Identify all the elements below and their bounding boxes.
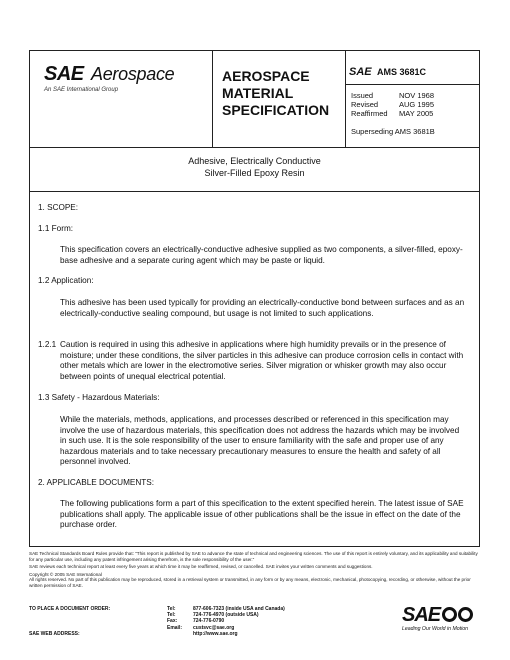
web-address-link[interactable]: http://www.sae.org (193, 630, 238, 637)
sae100-tagline: Leading Our World in Motion (402, 626, 469, 632)
spec-type-title: AEROSPACE MATERIAL SPECIFICATION (222, 68, 330, 118)
order-label: TO PLACE A DOCUMENT ORDER: (29, 606, 111, 612)
document-number: AMS 3681C (377, 67, 427, 77)
section-1-2-1-number: 1.2.1 (38, 340, 57, 349)
title-line-2: Silver-Filled Epoxy Resin (204, 168, 305, 178)
copyright-notice: Copyright © 2005 SAE International (29, 571, 102, 577)
legal-footer (29, 551, 480, 591)
logo-tagline: An SAE International Group (44, 87, 119, 93)
rights-notice: All rights reserved. No part of this publication may be reproduced, stored in a retrieval system or transmitted, in any form or by any means, electronic, mechanical, photocopying, recording, or otherwise, without the prior written permission of SAE. (29, 577, 471, 588)
sae-aerospace-logo (44, 63, 204, 99)
title-line-1: Adhesive, Electrically Conductive (188, 156, 321, 166)
section-1-2-1-text: Caution is required in using this adhesive in applications where high humidity prevails or in the presence of moisture; under these conditions, the silver particles in this adhesive can produce corrosion cells in contact with other metals which are lower in the electromotive series. Silver migration or whisker growth may also occur between points of unequal electrical potential. (60, 340, 464, 381)
fax-value: 724-776-0790 (193, 618, 225, 625)
revised-label: Revised (351, 100, 379, 109)
header-box-divider (345, 84, 480, 85)
section-1-2-heading: 1.2 Application: (38, 276, 94, 285)
web-address-label: SAE WEB ADDRESS: (29, 630, 80, 637)
technical-standards-rules: SAE Technical Standards Board Rules provide that: "This report is published by SAE to advance the state of technical and engineering sciences. The use of this report is entirely voluntary, and its applicability and suitability for any particular use, including any patent infringement arising therefrom, is the sole responsibility of the user." (29, 551, 478, 562)
section-1-heading: 1. SCOPE: (38, 203, 79, 212)
sae-100-logo (402, 604, 482, 644)
issue-dates (351, 91, 434, 118)
section-1-1-text: This specification covers an electrically-conductive adhesive supplied as two components, a silver-filled, epoxy-base adhesive and a separate curing agent which may be paste or liquid. (60, 245, 463, 265)
fax-label: Fax: (167, 618, 178, 625)
section-2-heading: 2. APPLICABLE DOCUMENTS: (38, 478, 155, 487)
issued-date: NOV 1968 (399, 91, 435, 100)
logo-sae-text: SAE (44, 63, 84, 85)
reaffirmed-date: MAY 2005 (399, 109, 434, 118)
tel-outside-value: 724-776-4970 (outside USA) (193, 612, 259, 619)
title-bottom-rule (30, 191, 479, 192)
tel-label: Tel: (167, 606, 176, 612)
tel-inside-value: 877-606-7323 (inside USA and Canada) (193, 606, 285, 612)
header-divider-right (345, 51, 346, 147)
header-divider-left (212, 51, 213, 147)
email-link[interactable]: custsvc@sae.org (193, 624, 235, 631)
sae100-ring-icon (442, 607, 457, 622)
section-1-3-heading: 1.3 Safety - Hazardous Materials: (38, 393, 160, 402)
sae100-ring-icon (458, 607, 473, 622)
section-2-text: The following publications form a part of this specification to the extent specified herein. The latest issue of SAE publications shall apply. The applicable issue of other publications shall be the issue in effect on the date of the purchase order. (60, 499, 464, 529)
review-notice: SAE reviews each technical report at least every five years at which time it may be reaffirmed, revised, or cancelled. SAE invites your written comments and suggestions. (29, 564, 373, 570)
section-1-2-text: This adhesive has been used typically for providing an electrically-conductive bond between surfaces and as an electrically-conductive sealing compound, but usage is not limited to such applications. (60, 298, 465, 318)
superseding-note: Superseding AMS 3681B (351, 127, 435, 136)
header-bottom-rule (30, 147, 479, 148)
spec-frame (29, 50, 480, 547)
tel2-label: Tel: (167, 612, 176, 619)
reaffirmed-label: Reaffirmed (351, 109, 388, 118)
email-label: Email: (167, 624, 183, 631)
issued-label: Issued (351, 91, 374, 100)
document-title (30, 155, 479, 179)
small-sae-logo: SAE (349, 66, 372, 78)
section-1-3-text: While the materials, methods, applications, and processes described or referenced in this specification may involve the use of hazardous materials, this specification does not address the hazards which may be involved in such use. It is the sole responsibility of the user to ensure familiarity with the safe and proper use of any hazardous materials and to take necessary precautionary measures to ensure the health and safety of all personnel involved. (60, 415, 460, 466)
revised-date: AUG 1995 (399, 100, 435, 109)
logo-aerospace-text: Aerospace (91, 64, 175, 84)
section-1-1-heading: 1.1 Form: (38, 224, 74, 233)
sae100-text: SAE (402, 604, 441, 626)
